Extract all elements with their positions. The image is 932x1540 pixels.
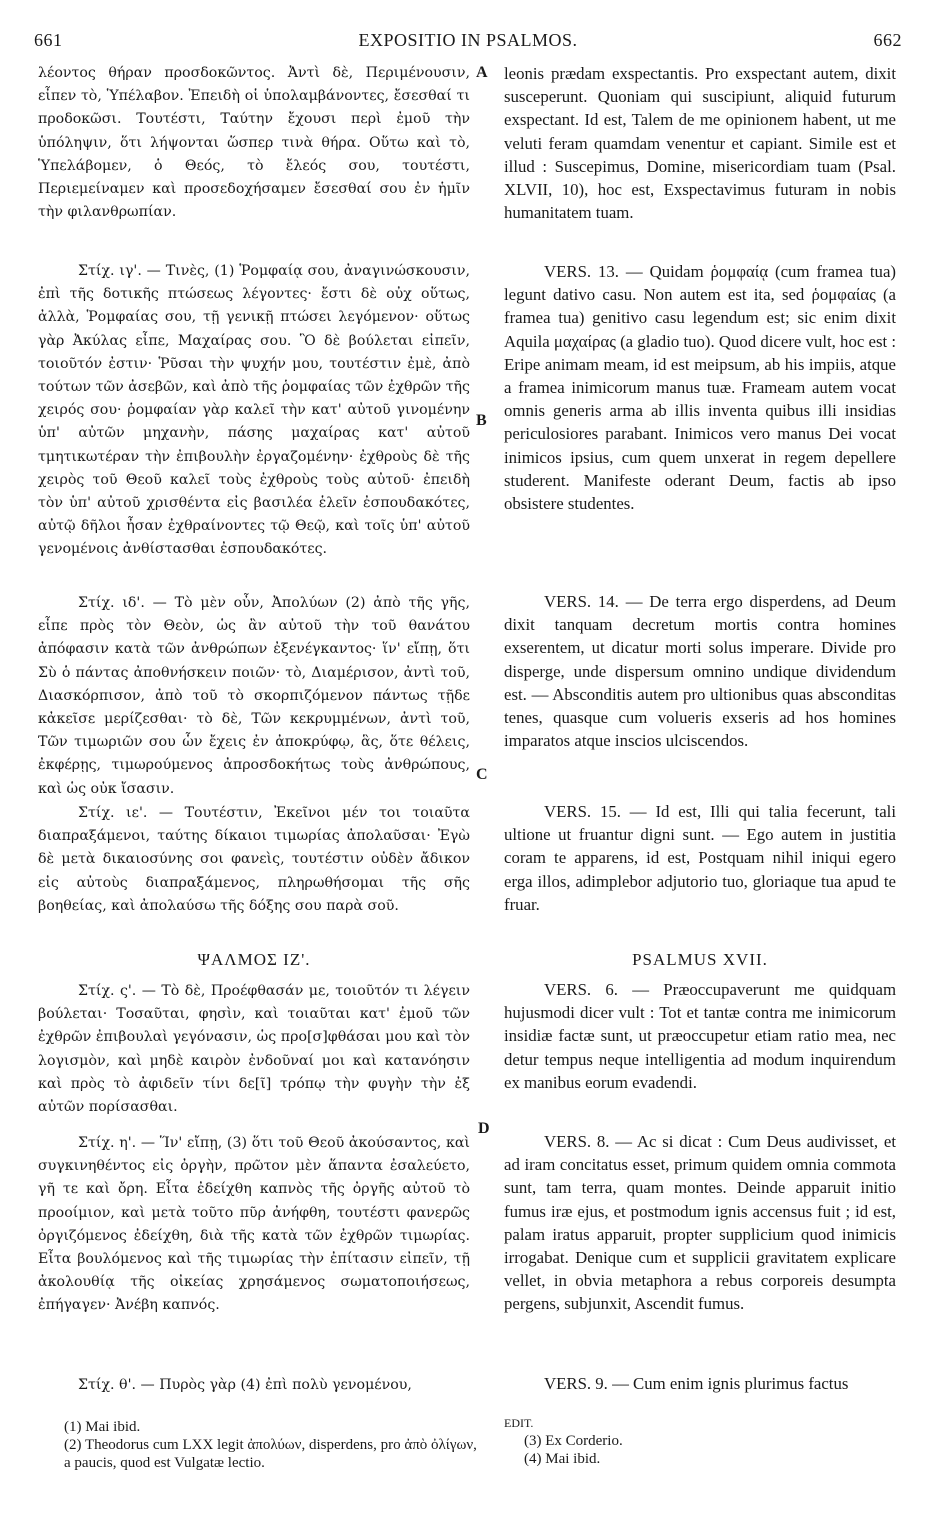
margin-letter-a: A bbox=[476, 64, 488, 81]
footnote: (1) Mai ibid. bbox=[64, 1419, 141, 1435]
greek-paragraph: Στίχ. ιε'. — Τουτέστιν, Ἐκεῖνοι μέν τοι τοιαῦτα διαπραξάμενοι, ταύτης δίκαιοι τιμωρίας ἀπολαῦσαι· Ἐγὼ δὲ μετὰ δικαιοσύνης σοι φανεὶς, τουτέστιν οὐδὲν ἄδικον εἰς αὐτοὺς διαπραξάμενος, πληρωθήσομαι τῆς σῆς βοηθείας, καὶ ἀπολαύσω τῆς δόξης σου παρὰ σοῦ. bbox=[38, 805, 470, 914]
margin-letter-d: D bbox=[478, 1120, 490, 1137]
footnote: (2) Theodorus cum LXX legit ἀπολύων, disperdens, pro ἀπὸ ὀλίγων, a paucis, quod est Vulgatæ lectio. bbox=[64, 1437, 477, 1471]
running-header bbox=[34, 30, 902, 58]
margin-letter-b: B bbox=[476, 412, 487, 429]
greek-paragraph: λέοντος θήραν προσδοκῶντος. Ἀντὶ δὲ, Περιμένουσιν, εἶπεν τὸ, Ὑπέλαβον. Ἐπειδὴ οἱ ὑπολαμβάνοντες, ἔσεσθαί τι προδοκῶσι. Τουτέστι, Ταύτην ἔχουσι περὶ ἐμοῦ τὴν ὑπόληψιν, ὅτι λήψονται ὥσπερ τινὰ θήρα. Οὕτω καὶ τὸ, Ὑπελάβομεν, ὁ Θεός, τὸ ἔλεός σου, τουτέστι, Περιεμείναμεν καὶ προσεδοχήσαμεν ἔσεσθαί σου ἐν ἡμῖν τὴν φιλανθρωπίαν. bbox=[38, 65, 470, 221]
greek-paragraph: Στίχ. ς'. — Τὸ δὲ, Προέφθασάν με, τοιοῦτόν τι λέγειν βούλεται· Τοσαῦται, φησὶν, καὶ τοιαῦται κατ' ἐμοῦ τῶν ἐχθρῶν ἐπιβουλαὶ γεγόνασιν, ὡς προ[σ]φθάσαι μου καὶ τὸν λογισμὸν, καὶ μηδὲ καιρὸν ἐνδοῦναί μοι καὶ κατανόησιν καὶ πρὸς τὸ ἀφιδεῖν τίνι δε[ῖ] τρόπῳ τὴν φυγὴν τὴν ἐξ αὐτῶν πορίσασθαι. bbox=[38, 983, 470, 1116]
running-title: EXPOSITIO IN PSALMOS. bbox=[358, 30, 578, 50]
footnote: (3) Ex Corderio. bbox=[524, 1433, 623, 1449]
latin-paragraph: VERS. 9. — Cum enim ignis plurimus factus bbox=[544, 1374, 849, 1393]
psalm-title-greek: ΨΑΛΜΟΣ ΙΖ'. bbox=[197, 950, 311, 969]
greek-paragraph: Στίχ. θ'. — Πυρὸς γὰρ (4) ἐπὶ πολὺ γενομένου, bbox=[78, 1377, 412, 1393]
footnotes-left bbox=[64, 1418, 484, 1472]
greek-paragraph: Στίχ. ιδ'. — Τὸ μὲν οὖν, Ἀπολύων (2) ἀπὸ τῆς γῆς, εἶπε πρὸς τὸν Θεὸν, ὡς ἂν αὐτοῦ τὴν τοῦ θανάτου ἀπόφασιν κατὰ τῶν ἀνθρώπων ἐξενέγκαντος· ἵν' εἴπῃ, ὅτι Σὺ ὁ πάντας ἀποθνήσκειν ποιῶν· τὸ, Διαμέρισον, ἀντὶ τοῦ, Διασκόρπισον, ἀπὸ τοῦ τὸ σκορπιζόμενον πάντως τῇδε κἀκεῖσε μερίζεσθαι· τὸ δὲ, Τῶν κεκρυμμένων, ἀντὶ τοῦ, Τῶν τιμωριῶν σου ὧν ἔχεις ἐν ἀποκρύφῳ, ἃς, ὅτε θέλεις, ἐκφέρῃς, τιμωρούμενος ἀπροσδοκήτως τοὺς ἀνθρώπους, καὶ ὡς οὐκ ἴσασιν. bbox=[38, 595, 470, 797]
greek-paragraph: Στίχ. ιγ'. — Τινὲς, (1) Ῥομφαίᾳ σου, ἀναγινώσκουσιν, ἐπὶ τῆς δοτικῆς πτώσεως λέγοντες· ἔστι δὲ οὐχ οὕτως, ἀλλὰ, Ῥομφαίας σου, τῇ γενικῇ πτώσει λεγόμενον· οὕτως γὰρ Ἀκύλας εἶπε, Μαχαίρας σου. Ὃ δὲ βούλεται εἰπεῖν, τοιοῦτόν ἐστιν· Ῥῦσαι τὴν ψυχήν μου, τουτέστιν ἐμὲ, ἀπὸ τούτων τῶν ἀσεβῶν, καὶ ἀπὸ τῆς ῥομφαίας τῶν ἐχθρῶν τῆς χειρός σου· ῥομφαίαν γὰρ καλεῖ τὴν κατ' αὐτοῦ γινομένην ὑπ' αὐτῶν μηχανὴν, πάσης μαχαίρας κατ' αὐτοῦ τμητικωτέραν τὴν ἐπιβουλὴν ἐργαζομένην· ἐχθροὺς δὲ τῆς χειρὸς τοῦ Θεοῦ καλεῖ τοὺς ἐχθροὺς τοὺς αὐτοῦ· ἐπειδὴ τὸν ὑπ' αὐτοῦ χρισθέντα εἰς βασιλέα ἑλεῖν ἐσπουδακότες, αὐτῷ δῆλοι ἦσαν ἐχθραίνοντες τῷ Θεῷ, καὶ τοῖς ὑπ' αὐτοῦ γενομένοις ἀνθίστασθαι ἐσπουδακότες. bbox=[38, 263, 470, 558]
footnote-label: EDIT. bbox=[504, 1416, 534, 1430]
latin-paragraph: VERS. 8. — Ac si dicat : Cum Deus audivisset, et ad iram concitatus esset, primum quidem omnia commota sunt, tam terra, quam montes. Deinde apparuit initio fumus iræ ejus, et postmodum ignis accensus fuit ; id est, palam iratus apparuit, propter supplicium quod inimicis irrogabat. Denique cum et supplicii gravitatem explicare vellet, in obvia metaphora a rebus corporeis desumpta pergens, subjunxit, Ascendit fumus. bbox=[504, 1132, 896, 1314]
page-number-left: 661 bbox=[34, 30, 63, 50]
latin-paragraph: VERS. 15. — Id est, Illi qui talia fecerunt, tali ultione ut fruantur digni sunt. — Ego autem in justitia coram te apparens, id est, Postquam nihil iniqui egero erga illos, adimplebor adjutorio tuo, gloriaque tua apud te fruar. bbox=[504, 802, 896, 914]
latin-paragraph: VERS. 13. — Quidam ῥομφαίᾳ (cum framea tua) legunt dativo casu. Non autem est ita, sed ῥομφαίας (a framea tua) genitivo casu legendum est; sic enim dixit Aquila μαχαίρας (a gladio tuo). Quod dicere vult, hoc est : Eripe animam meam, id est meipsum, ab his impiis, atque a framea inimicorum manus tuæ. Frameam autem vocat omnis generis arma ab illis inventa quibus illi insidias periculosiores parabant. Inimicos vero manus Dei vocat inimicos ipsius, cum quem unxerat in regem depellere studerent. Manifeste oderant Deum, factis ab ipso obsistere studentes. bbox=[504, 262, 896, 514]
psalm-title-latin: PSALMUS XVII. bbox=[632, 950, 768, 969]
latin-paragraph: leonis prædam exspectantis. Pro exspectant autem, dixit susceperunt. Quoniam qui suscipiunt, aliquid futurum exspectant. Id est, Talem de me opinionem habent, ut me veluti feram quamdam venentur et capiant. Simile est et illud : Suscepimus, Domine, misericordiam tuam (Psal. XLVII, 10), hoc est, Exspectavimus futuram in nobis humanitatem tuam. bbox=[504, 64, 896, 223]
latin-paragraph: VERS. 6. — Præoccupaverunt me quidquam hujusmodi dicer vult : Tot et tantæ contra me inimicorum insidiæ factæ sunt, ut præoccupetur etiam ratio mea, nec detur tempus neque intelligentia ad modum inquirendum ex manibus eorum evadendi. bbox=[504, 980, 896, 1092]
page-number-right: 662 bbox=[873, 30, 902, 50]
latin-paragraph: VERS. 14. — De terra ergo disperdens, ad Deum dixit tanquam decretum mortis contra homines exserentem, ut dicatur morti solus imperare. Divide pro disperge, unde dispersum omnino undique dividendum est. — Absconditis autem pro ultionibus quas absconditas tenes, quasque cum volueris exseris ad hos homines imparatos atque inscios ulciscendos. bbox=[504, 592, 896, 751]
greek-paragraph: Στίχ. η'. — Ἵν' εἴπῃ, (3) ὅτι τοῦ Θεοῦ ἀκούσαντος, καὶ συγκινηθέντος εἰς ὀργὴν, πρῶτον μὲν ἅπαντα ἐσαλεύετο, γῆ τε καὶ ὄρη. Εἶτα ἐδείχθη καπνὸς τῆς ὀργῆς αὐτοῦ τὸ προοίμιον, καὶ μετὰ τοῦτο πῦρ ἀνήφθη, τουτέστι φανερῶς ὀργιζόμενος ἐδείχθη, διὰ τῆς κατὰ τῶν ἐχθρῶν τιμωρίας. Εἶτα βουλόμενος καὶ τῆς τιμωρίας τὴν ἐπίτασιν εἰπεῖν, τῇ ἀκολουθίᾳ τῆς οἰκείας χρησάμενος σωματοποιήσεως, ἐπήγαγεν· Ἀνέβη καπνός. bbox=[38, 1135, 470, 1314]
margin-letter-c: C bbox=[476, 766, 488, 783]
footnote: (4) Mai ibid. bbox=[524, 1451, 601, 1467]
footnotes-right bbox=[504, 1414, 804, 1468]
